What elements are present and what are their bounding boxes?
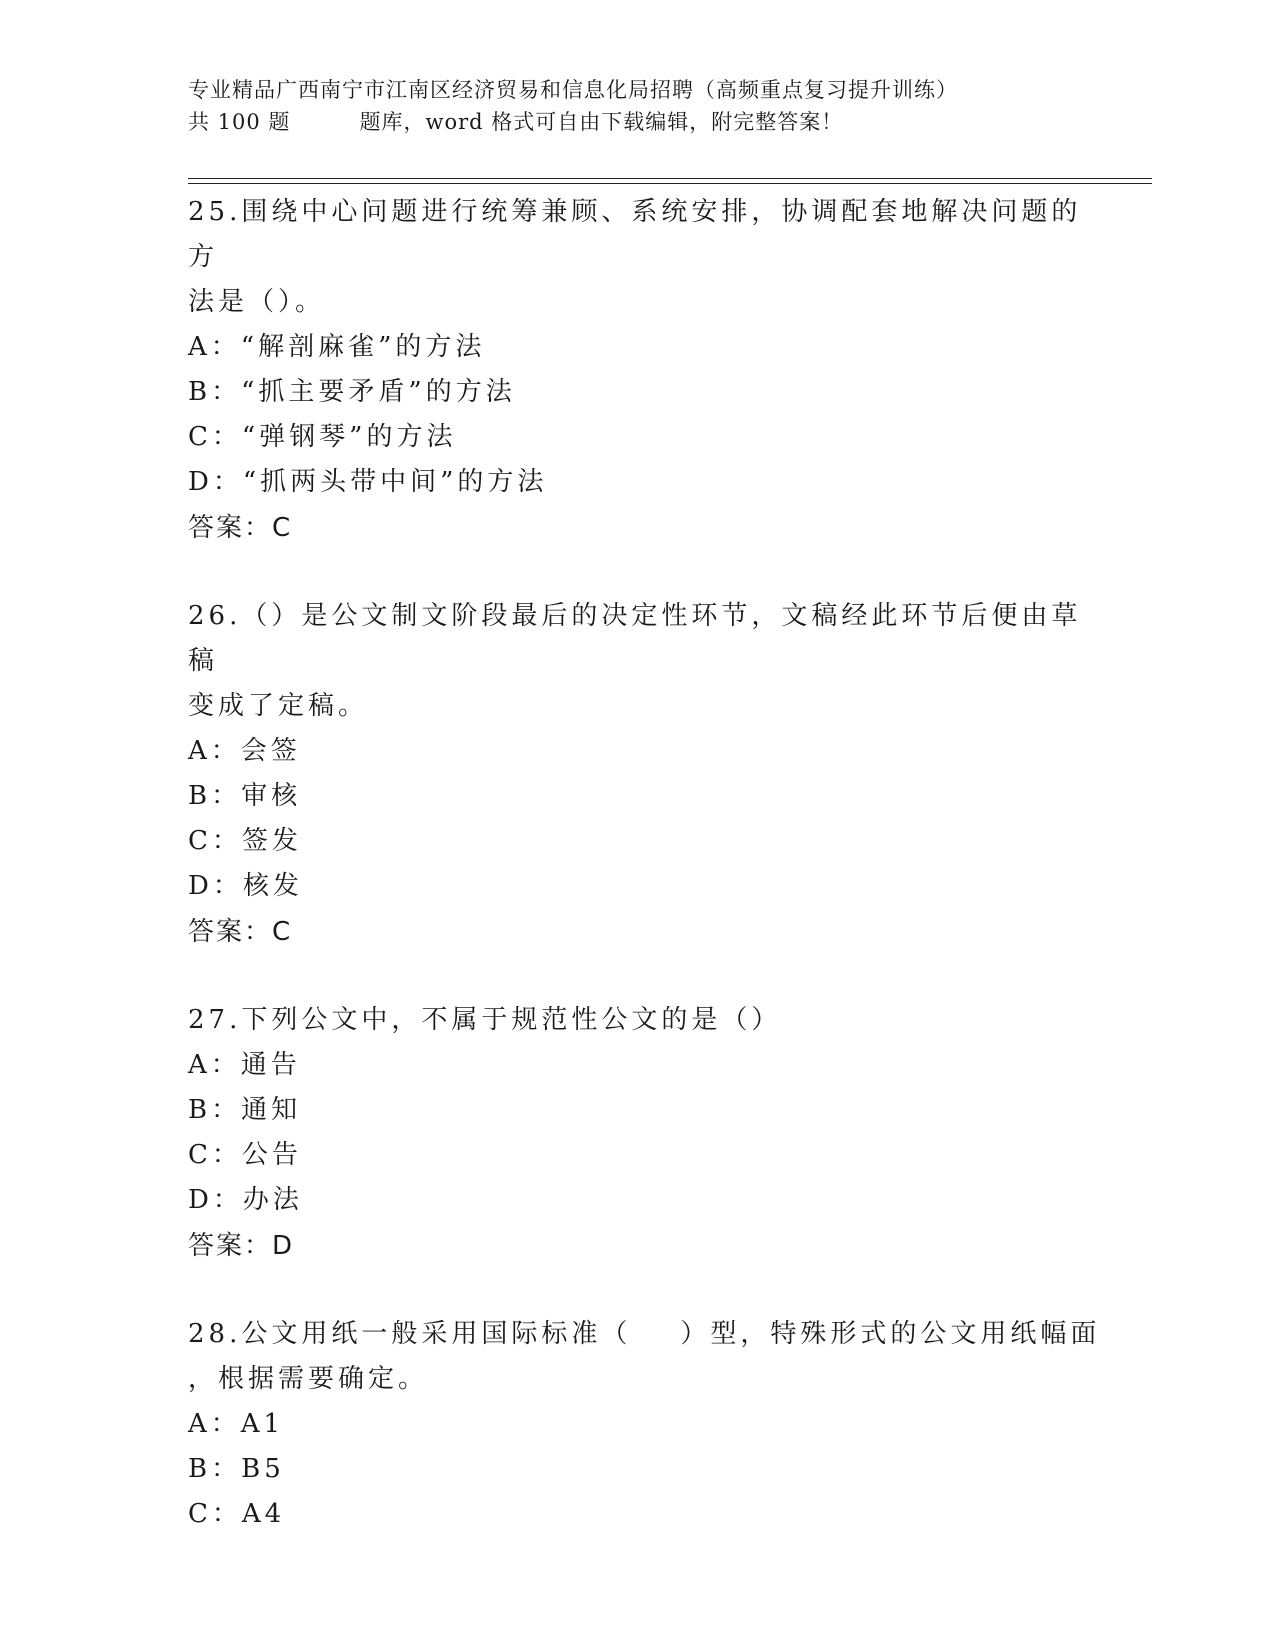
option-b: B：“抓主要矛盾”的方法 [188, 377, 516, 407]
option-d: D：办法 [188, 1185, 303, 1215]
question-stem: 25.围绕中心问题进行统筹兼顾、系统安排，协调配套地解决问题的方 [188, 197, 1082, 272]
option-d: D：“抓两头带中间”的方法 [188, 467, 548, 497]
answer: 答案：C [188, 513, 293, 543]
question-stem: 26.（）是公文制文阶段最后的决定性环节，文稿经此环节后便由草稿 [188, 601, 1082, 676]
question-28 [188, 1312, 1101, 1537]
header-divider-top [188, 178, 1152, 179]
option-c: C：公告 [188, 1140, 302, 1170]
option-b: B：B5 [188, 1454, 285, 1484]
question-stem-continued: 变成了定稿。 [188, 691, 369, 721]
question-list [188, 190, 1101, 1580]
option-a: A：“解剖麻雀”的方法 [188, 332, 486, 362]
question-27 [188, 998, 1088, 1269]
option-c: C：A4 [188, 1499, 286, 1529]
option-d: D：核发 [188, 871, 303, 901]
question-stem-continued: ，根据需要确定。 [188, 1364, 429, 1394]
option-c: C：签发 [188, 826, 302, 856]
question-stem: 28.公文用纸一般采用国际标准（ ）型，特殊形式的公文用纸幅面 [188, 1319, 1101, 1349]
header-subtitle: 共 100 题 题库，word 格式可自由下载编辑，附完整答案！ [188, 110, 844, 134]
option-a: A：会签 [188, 736, 301, 766]
header-title: 专业精品广西南宁市江南区经济贸易和信息化局招聘（高频重点复习提升训练） [188, 78, 958, 102]
question-25 [188, 190, 1088, 551]
answer: 答案：D [188, 1231, 295, 1261]
header-divider-bottom [188, 183, 1152, 184]
option-c: C：“弹钢琴”的方法 [188, 422, 457, 452]
option-b: B：审核 [188, 781, 302, 811]
answer: 答案：C [188, 917, 293, 947]
option-b: B：通知 [188, 1095, 302, 1125]
option-a: A：通告 [188, 1050, 301, 1080]
question-26 [188, 594, 1088, 955]
option-a: A：A1 [188, 1409, 285, 1439]
question-stem: 27.下列公文中，不属于规范性公文的是（） [188, 1005, 782, 1035]
question-stem-continued: 法是（）。 [188, 287, 326, 317]
document-header [188, 74, 1088, 138]
